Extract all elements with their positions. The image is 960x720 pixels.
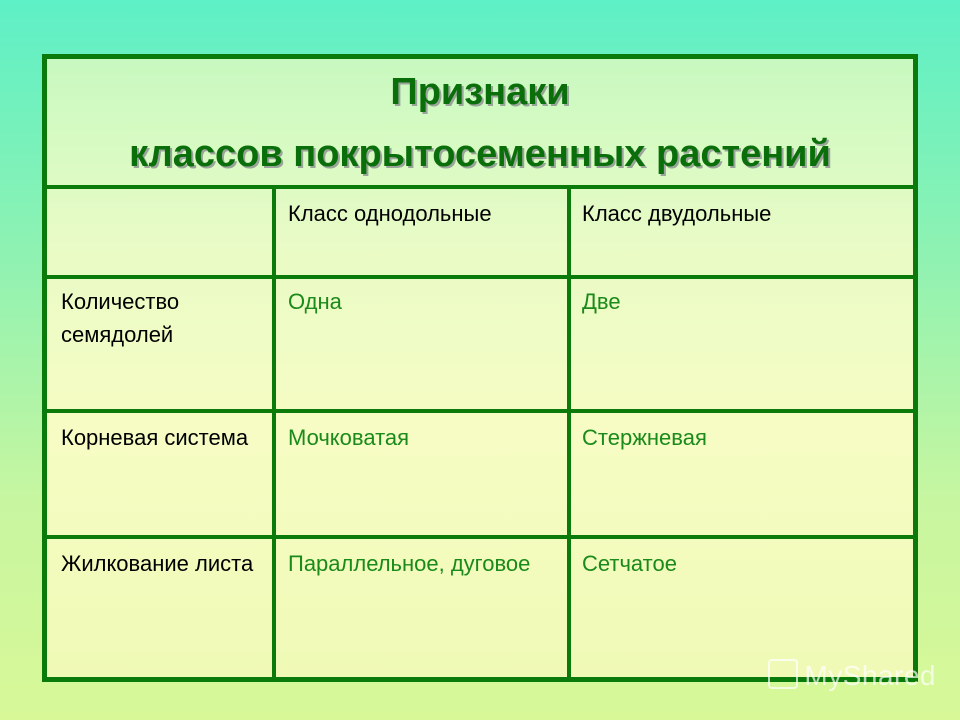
title-line-2: классов покрытосеменных растений xyxy=(129,133,831,175)
row-dicot-value: Сетчатое xyxy=(582,551,677,576)
title-line-1: Признаки xyxy=(390,71,570,113)
grid-line xyxy=(567,185,571,677)
presentation-icon xyxy=(768,659,798,689)
watermark-text: MyShared xyxy=(804,660,936,691)
row-feature: Корневая система xyxy=(61,425,249,450)
row-monocot-value: Параллельное, дуговое xyxy=(288,551,531,576)
grid-line xyxy=(47,275,913,279)
grid-line xyxy=(47,535,913,539)
row-feature: Жилкование листа xyxy=(61,551,254,576)
header-cell-monocot: Класс однодольные xyxy=(288,201,492,226)
grid-line xyxy=(47,185,913,189)
header-cell-dicot: Класс двудольные xyxy=(582,201,772,226)
row-dicot-value: Две xyxy=(582,289,621,314)
row-monocot-value: Одна xyxy=(288,289,342,314)
grid-line xyxy=(272,185,276,677)
table-title xyxy=(47,59,913,185)
row-dicot-value: Стержневая xyxy=(582,425,707,450)
grid-line xyxy=(47,409,913,413)
watermark xyxy=(768,659,936,692)
row-monocot-value: Мочковатая xyxy=(288,425,410,450)
row-feature: Количество семядолей xyxy=(61,289,180,347)
feature-table xyxy=(42,54,918,682)
